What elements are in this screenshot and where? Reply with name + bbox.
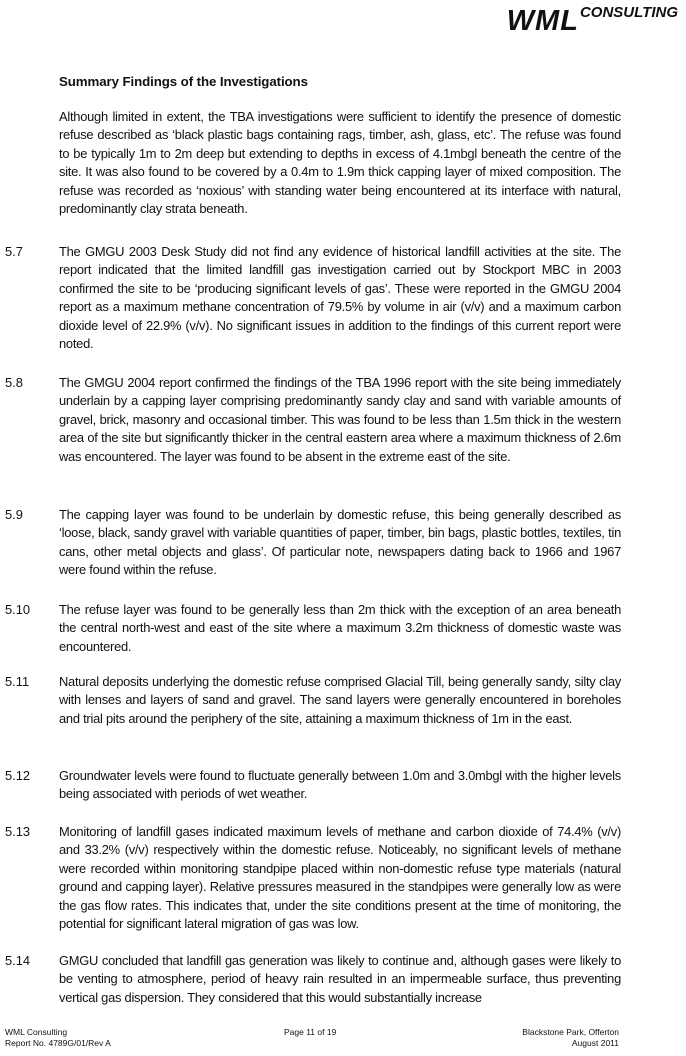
paragraph-text: The GMGU 2003 Desk Study did not find any evidence of historical landfill activities at the site. The report indicated that the limited landfill gas investigation carried out by Stockport MBC in 2003 confirmed the site to be ‘producing significant levels of gas’. These were reported in the GMGU 2004 report as a maximum methane concentration of 79.5% by volume in air (v/v) and a maximum carbon dioxide level of 22.9% (v/v). No significant issues in addition to the findings of this current report were noted. [59, 244, 621, 352]
paragraph-number: 5.8 [5, 375, 23, 390]
paragraph-number: 5.13 [5, 824, 31, 839]
footer-date: August 2011 [571, 1038, 619, 1048]
paragraph-number: 5.14 [5, 953, 31, 968]
paragraph-text: The capping layer was found to be underlain by domestic refuse, this being generally described as ‘loose, black, sandy gravel with variable quantities of paper, timber, bin bags, plastic bottles, textiles, tin cans, other metal objects and glass’. Of particular note, newspapers dating back to 1966 and 1967 were found within the refuse. [59, 507, 621, 578]
intro-paragraph: Although limited in extent, the TBA investigations were sufficient to identify the presence of domestic refuse described as ‘black plastic bags containing rags, timber, ash, glass, etc’. The refuse was found to be typically 1m to 2m deep but extending to depths in excess of 4.1mbgl beneath the centre of the site. It was also found to be covered by a 0.4m to 1.9m thick capping layer of mixed composition. The refuse was recorded as ‘noxious’ with standing water being encountered at its interface with natural, predominantly clay strata beneath. [59, 109, 621, 217]
logo-sub: CONSULTING [579, 4, 678, 21]
paragraph-text: The GMGU 2004 report confirmed the findings of the TBA 1996 report with the site being immediately underlain by a capping layer comprising predominantly sandy clay and sand with variable amounts of gravel, brick, masonry and occasional timber. This was found to be less than 1.5m thick in the western area of the site but significantly thicker in the central eastern area where a maximum thickness of 2.6m was encountered. The layer was found to be absent in the extreme east of the site. [59, 375, 621, 464]
logo-main: WML [506, 5, 579, 37]
company-logo [507, 4, 678, 38]
paragraph-number: 5.9 [5, 507, 23, 522]
footer-site: Blackstone Park, Offerton [522, 1027, 619, 1037]
paragraph-text: Monitoring of landfill gases indicated maximum levels of methane and carbon dioxide of 74.4% (v/v) and 33.2% (v/v) respectively within the domestic refuse. Noticeably, no significant levels of methane were recorded within monitoring standpipe placed within non-domestic refuse type materials (natural ground and capping layer). Relative pressures measured in the standpipes were generally low as were the gas flow rates. This indicates that, under the site conditions present at the time of monitoring, the potential for significant lateral migration of gas was low. [59, 824, 621, 932]
footer-report-number: Report No. 4789G/01/Rev A [5, 1038, 111, 1048]
footer-company: WML Consulting [5, 1027, 68, 1037]
paragraph-number: 5.11 [5, 674, 30, 689]
paragraph-text: Natural deposits underlying the domestic refuse comprised Glacial Till, being generally sandy, silty clay with lenses and layers of sand and gravel. The sand layers were generally encountered in boreholes and trial pits around the periphery of the site, attaining a maximum thickness of 1m in the east. [59, 674, 621, 726]
paragraph-number: 5.7 [5, 244, 23, 259]
footer-page-number: Page 11 of 19 [284, 1027, 337, 1037]
footer-right [500, 1027, 619, 1049]
section-heading: Summary Findings of the Investigations [59, 74, 308, 89]
paragraph-text: Groundwater levels were found to fluctuate generally between 1.0m and 3.0mbgl with the higher levels being associated with periods of wet weather. [59, 768, 621, 802]
footer-left [5, 1027, 111, 1049]
paragraph-text: GMGU concluded that landfill gas generation was likely to continue and, although gases were likely to be venting to atmosphere, period of heavy rain resulted in an impermeable surface, thus preventing vertical gas dispersion. They considered that this would substantially increase [59, 953, 621, 1005]
paragraph-number: 5.12 [5, 768, 31, 783]
paragraph-text: The refuse layer was found to be generally less than 2m thick with the exception of an area beneath the central north-west and east of the site where a maximum 3.2m thickness of domestic waste was encountered. [59, 602, 621, 654]
paragraph-number: 5.10 [5, 602, 31, 617]
